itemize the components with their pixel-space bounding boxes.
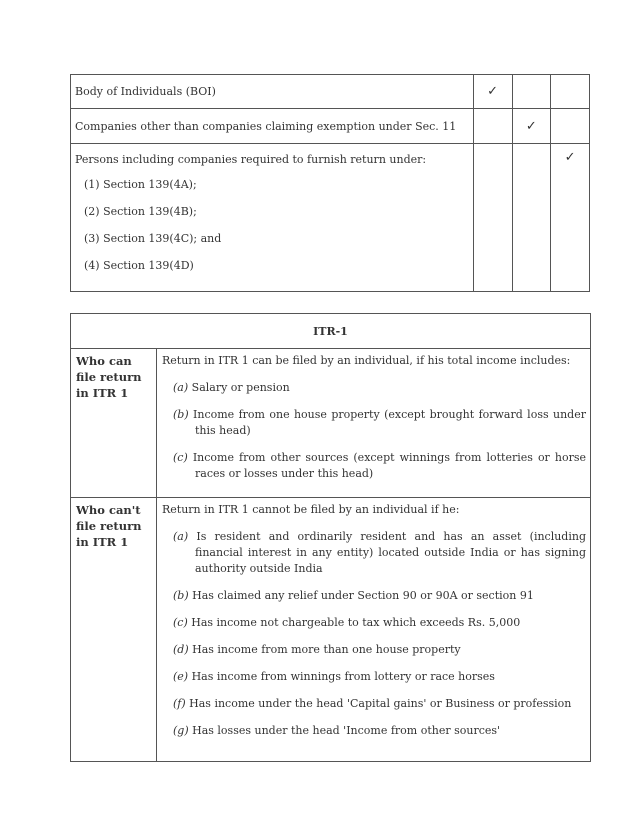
item-text: Has income under the head 'Capital gains' or Business or profession [189, 697, 572, 710]
table-row [71, 144, 590, 292]
item-marker: (f) [173, 697, 186, 710]
check-cell [512, 75, 551, 109]
list-item [162, 450, 586, 482]
item-marker: (a) [173, 381, 189, 394]
list-item [162, 588, 586, 604]
item-marker: (b) [173, 589, 189, 602]
section-intro: Return in ITR 1 cannot be filed by an individual if he: [162, 503, 460, 516]
itr1-eligibility-table [70, 313, 591, 762]
item-text: Has losses under the head 'Income from other sources' [192, 724, 501, 737]
row-label: Companies other than companies claiming exemption under Sec. 11 [71, 109, 474, 144]
list-item [162, 669, 586, 685]
item-text: Has income not chargeable to tax which exceeds Rs. 5,000 [191, 616, 521, 629]
row-label: Persons including companies required to furnish return under: [75, 153, 427, 166]
item-text: Has income from winnings from lottery or race horses [191, 670, 495, 683]
table-title: ITR-1 [71, 314, 591, 349]
check-cell [512, 144, 551, 292]
table-header-row [71, 314, 591, 349]
item-text: Income from other sources (except winnings from lotteries or horse races or losses under this head) [192, 451, 586, 480]
table-row [71, 498, 591, 762]
section-body [157, 498, 591, 762]
check-cell [473, 109, 512, 144]
sub-item: (1) Section 139(4A); [84, 178, 197, 191]
check-cell [551, 109, 590, 144]
list-item [162, 723, 586, 739]
list-item [162, 529, 586, 577]
item-text: Has income from more than one house property [192, 643, 461, 656]
item-marker: (c) [173, 451, 188, 464]
item-marker: (c) [173, 616, 188, 629]
item-marker: (e) [173, 670, 189, 683]
list-item [162, 380, 586, 396]
list-item [162, 407, 586, 439]
section-label: Who can't file return in ITR 1 [71, 498, 157, 762]
item-marker: (b) [173, 408, 189, 421]
return-type-applicability-table [70, 74, 590, 292]
table-row [71, 109, 590, 144]
item-marker: (a) [173, 530, 189, 543]
sub-item: (4) Section 139(4D) [84, 259, 194, 272]
list-item [162, 642, 586, 658]
sub-item: (3) Section 139(4C); and [84, 232, 222, 245]
section-intro: Return in ITR 1 can be filed by an individual, if his total income includes: [162, 354, 571, 367]
item-text: Income from one house property (except brought forward loss under this head) [193, 408, 586, 437]
item-text: Has claimed any relief under Section 90 or 90A or section 91 [192, 589, 534, 602]
row-label-cell [71, 144, 474, 292]
list-item [162, 696, 586, 712]
item-marker: (g) [173, 724, 189, 737]
check-cell [473, 144, 512, 292]
section-label: Who can file return in ITR 1 [71, 349, 157, 498]
list-item [162, 615, 586, 631]
sub-item: (2) Section 139(4B); [84, 205, 197, 218]
check-cell: ✓ [551, 144, 590, 292]
check-cell [551, 75, 590, 109]
section-body [157, 349, 591, 498]
check-cell: ✓ [512, 109, 551, 144]
item-text: Is resident and ordinarily resident and has an asset (including financial interest in any entity) located outside India or has signing authority outside India [195, 530, 586, 575]
table-row [71, 349, 591, 498]
item-text: Salary or pension [191, 381, 290, 394]
check-cell: ✓ [473, 75, 512, 109]
row-label: Body of Individuals (BOI) [71, 75, 474, 109]
item-marker: (d) [173, 643, 189, 656]
table-row [71, 75, 590, 109]
